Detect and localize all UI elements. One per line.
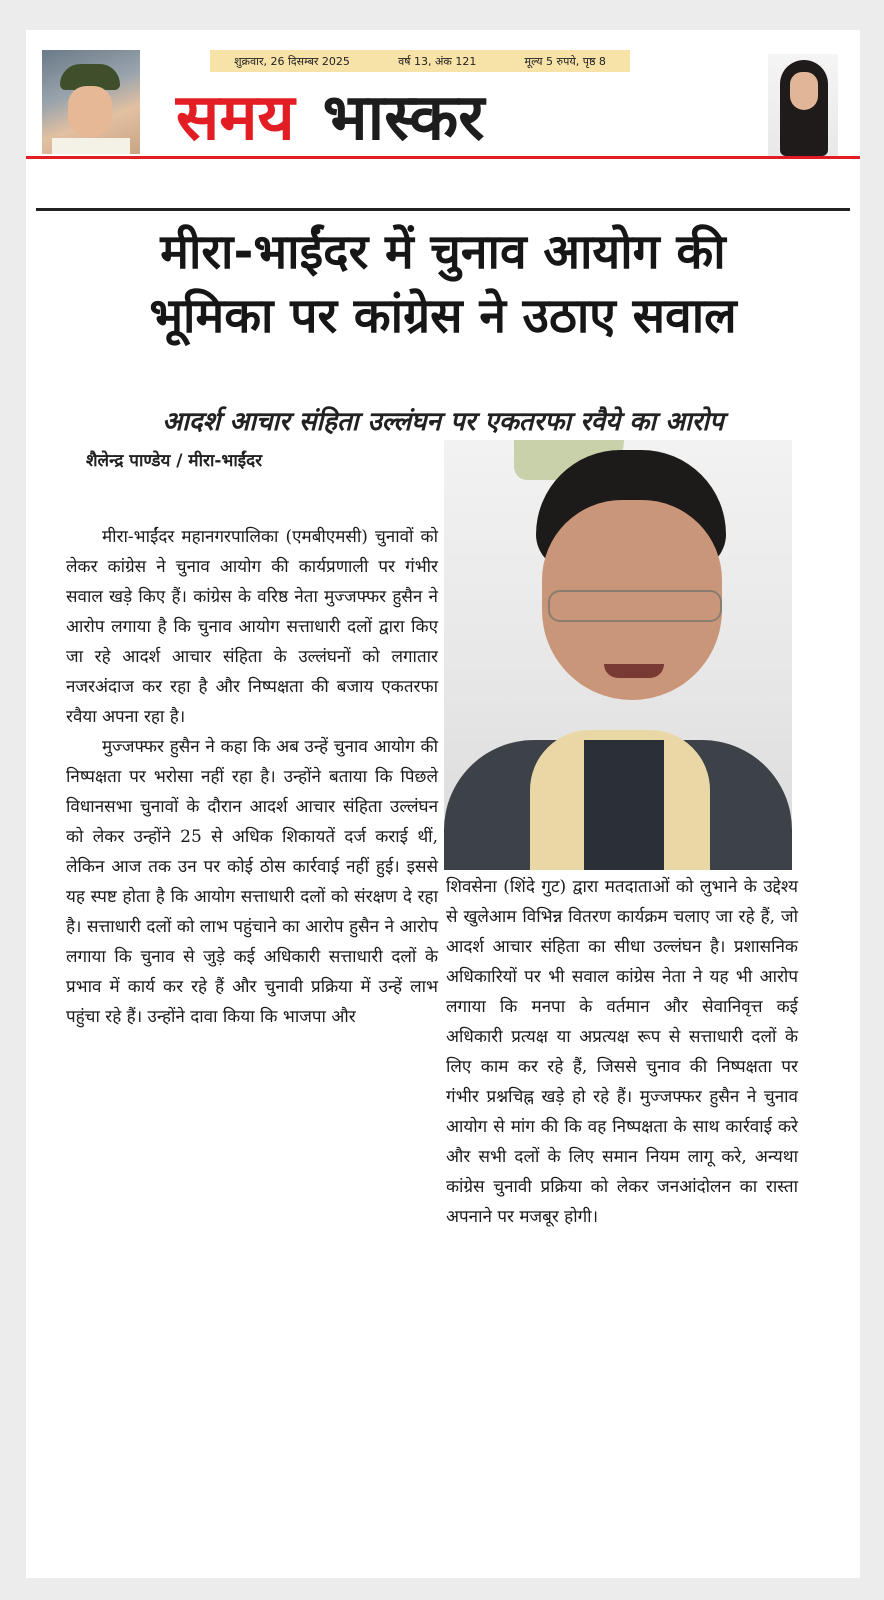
article-byline: शैलेन्द्र पाण्डेय / मीरा-भाईंदर [86, 451, 263, 471]
issue-date: शुक्रवार, 26 दिसम्बर 2025 [234, 54, 350, 68]
article-paragraph: मुज्जफ्फर हुसैन ने कहा कि अब उन्हें चुनाव आयोग की निष्पक्षता पर भरोसा नहीं रहा है। उन्होंने बताया कि पिछले विधानसभा चुनावों के दौरान आदर्श आचार संहिता उल्लंघन को लेकर उन्होंने 25 से अधिक शिकायतें दर्ज कराई थीं, लेकिन आज तक उन पर कोई ठोस कार्रवाई नहीं हुई। इससे यह स्पष्ट होता है कि आयोग सत्ताधारी दलों को संरक्षण दे रहा है। सत्ताधारी दलों को लाभ पहुंचाने का आरोप हुसैन ने आरोप लगाया कि चुनाव से जुड़े कई अधिकारी सत्ताधारी दलों के प्रभाव में कार्य कर रहे हैं और चुनावी प्रक्रिया में उन्हें लाभ पहुंचा रहे हैं। उन्होंने दावा किया कि भाजपा और [66, 737, 438, 1027]
article-deck: आदर्श आचार संहिता उल्लंघन पर एकतरफा रवैये का आरोप [162, 407, 724, 437]
newspaper-page [26, 30, 860, 1578]
article-top-rule [36, 208, 850, 211]
issue-number: वर्ष 13, अंक 121 [398, 54, 477, 68]
article-column-right [446, 872, 798, 1232]
article-paragraph: शिवसेना (शिंदे गुट) द्वारा मतदाताओं को लुभाने के उद्देश्य से खुलेआम विभिन्न वितरण कार्यक्रम चलाए जा रहे हैं, जो आदर्श आचार संहिता का सीधा उल्लंघन है। प्रशासनिक अधिकारियों पर भी सवाल कांग्रेस नेता ने यह भी आरोप लगाया कि मनपा के वर्तमान और सेवानिवृत्त कई अधिकारी प्रत्यक्ष या अप्रत्यक्ष रूप से सत्ताधारी दलों के लिए काम कर रहे हैं, जिससे चुनाव की निष्पक्षता पर गंभीर प्रश्नचिह्न खड़े हो रहे हैं। मुज्जफ्फर हुसैन ने चुनाव आयोग से मांग की कि वह निष्पक्षता के साथ कार्रवाई करे और सभी दलों के लिए समान नियम लागू करे, अन्यथा कांग्रेस चुनावी प्रक्रिया को लेकर जनआंदोलन का रास्ता अपनाने पर मजबूर होगी। [446, 877, 798, 1227]
article-paragraph: मीरा-भाईंदर महानगरपालिका (एमबीएमसी) चुनावों को लेकर कांग्रेस ने चुनाव आयोग की कार्यप्रणाली पर गंभीर सवाल खड़े किए हैं। कांग्रेस के वरिष्ठ नेता मुज्जफ्फर हुसैन ने आरोप लगाया है कि चुनाव आयोग सत्ताधारी दलों द्वारा किए जा रहे आदर्श आचार संहिता के उल्लंघनों को लगातार नजरअंदाज कर रहा है और निष्पक्षता की बजाय एकतरफा रवैया अपना रहा है। [66, 527, 438, 727]
article-photo [444, 440, 792, 870]
price-page: मूल्य 5 रुपये, पृष्ठ 8 [524, 54, 606, 68]
article-headline [36, 220, 850, 348]
dateline-bar [210, 50, 630, 72]
logo-part1: समय [176, 81, 295, 155]
newspaper-logo [176, 80, 716, 156]
masthead-photo-right [768, 54, 838, 158]
logo-part2: भास्कर [322, 81, 485, 155]
masthead-photo-left [42, 50, 140, 154]
headline-line-2: भूमिका पर कांग्रेस ने उठाए सवाल [149, 288, 737, 344]
masthead [26, 30, 860, 160]
article-column-left [66, 522, 438, 1032]
headline-line-1: मीरा-भाईंदर में चुनाव आयोग की [160, 224, 726, 280]
masthead-divider [26, 156, 860, 159]
